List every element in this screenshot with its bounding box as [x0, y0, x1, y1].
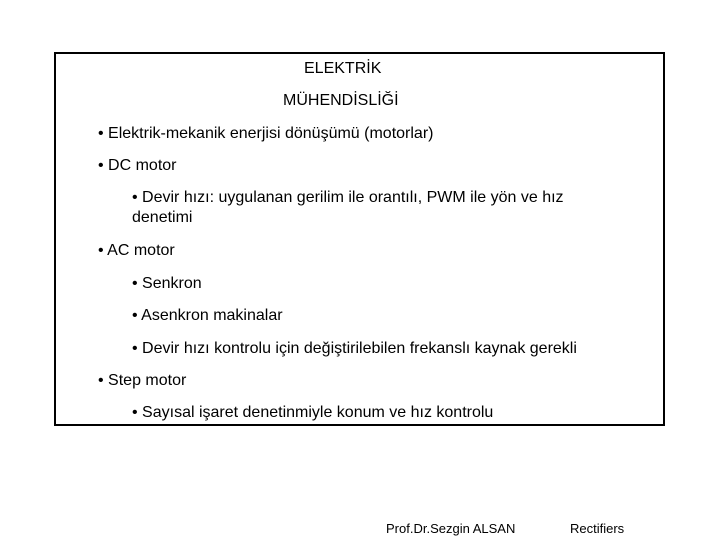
bullet-energy-conversion: • Elektrik-mekanik enerjisi dönüşümü (motorlar) — [98, 125, 434, 142]
bullet-ac-motor: • AC motor — [98, 242, 175, 259]
footer-topic: Rectifiers — [570, 521, 625, 536]
footer-author: Prof.Dr.Sezgin ALSAN — [386, 521, 516, 536]
slide-title-line-1: ELEKTRİK — [304, 60, 382, 77]
bullet-dc-speed-control: • Devir hızı: uygulanan gerilim ile orantılı, PWM ile yön ve hız denetimi — [132, 189, 564, 226]
bullet-synchronous: • Senkron — [132, 275, 202, 292]
bullet-ac-speed-control: • Devir hızı kontrolu için değiştirilebilen frekanslı kaynak gerekli — [132, 340, 577, 357]
bullet-step-control: • Sayısal işaret denetinmiyle konum ve hız kontrolu — [132, 404, 494, 421]
slide-content-box — [54, 52, 665, 426]
slide-title-line-2: MÜHENDİSLİĞİ — [283, 92, 399, 109]
bullet-dc-motor: • DC motor — [98, 157, 177, 174]
bullet-asynchronous: • Asenkron makinalar — [132, 307, 283, 324]
bullet-step-motor: • Step motor — [98, 372, 187, 389]
